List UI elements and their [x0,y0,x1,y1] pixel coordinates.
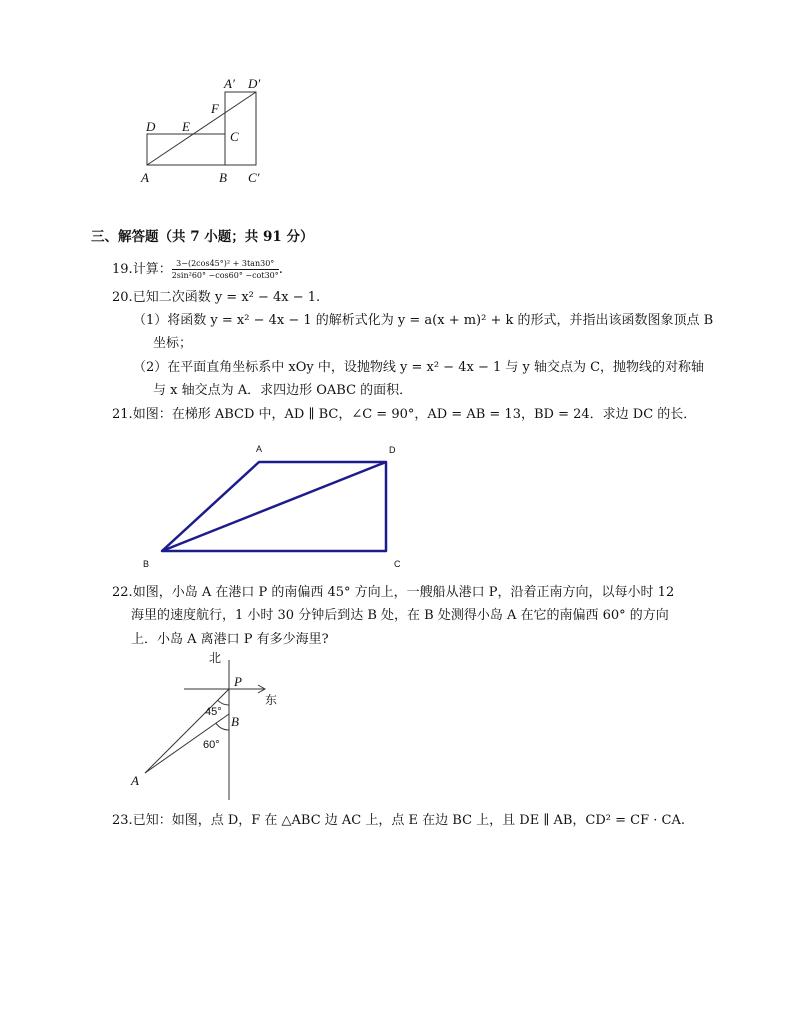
figure-trapezoid [140,440,410,570]
north-label: 北 [209,651,222,665]
question-19 [112,258,283,281]
section-heading: 三、解答题（共 7 小题；共 91 分） [91,229,314,245]
angle-arc-B [216,723,229,730]
question-23 [112,811,685,831]
east-label: 东 [265,693,278,707]
q20-part2-line1: （2）在平面直角坐标系中 xOy 中，设抛物线 y = x² − 4x − 1 与 y 轴交点为 C，抛物线的对称轴 [133,360,705,375]
line-PA [145,689,229,773]
label-A: A [141,170,149,185]
figure-navigation [130,650,290,810]
trap-label-B: B [143,559,150,569]
q22-line1: 如图，小岛 A 在港口 P 的南偏西 45° 方向上，一艘船从港口 P，沿着正南方向，以每小时 12 [132,585,675,600]
nav-label-B: B [231,714,239,729]
trap-label-D: D [389,445,396,455]
q19-numerator: 3−(2cos45°)² + 3tan30° [172,258,279,270]
q20-stem [112,288,320,308]
q19-number: 19. [112,262,133,277]
question-22-line1 [112,583,674,603]
diagonal-bd [162,462,386,551]
question-22-line3: 上．小岛 A 离港口 P 有多少海里? [131,632,329,647]
label-Dprime: D′ [248,76,261,91]
label-B: B [219,170,227,185]
q22-number: 22. [112,585,133,600]
diagonal-line [147,92,256,165]
trap-label-C: C [394,559,401,569]
angle-arc-P [218,700,229,705]
q23-number: 23. [112,813,133,828]
q19-denominator: 2sin²60° −cos60° −cot30° [171,271,279,280]
q21-text: 如图：在梯形 ABCD 中，AD ∥ BC，∠C = 90°，AD = AB = 13，BD = 24．求边 DC 的长． [132,407,697,422]
question-21 [112,405,696,425]
q20-part1-line2: 坐标； [153,336,193,351]
q19-prefix: 计算： [132,262,172,277]
q20-number: 20. [112,290,133,305]
label-E: E [182,119,190,134]
q20-stem-text: 已知二次函数 y = x² − 4x − 1. [132,290,321,305]
q20-part2-line2: 与 x 轴交点为 A．求四边形 OABC 的面积． [153,383,413,398]
label-Cprime: C′ [248,170,260,185]
q20-part1-line1: （1）将函数 y = x² − 4x − 1 的解析式化为 y = a(x + m)² + k 的形式，并指出该函数图象顶点 B [133,313,714,328]
label-F: F [211,101,219,116]
angle-60-label: 60° [203,739,220,751]
label-Aprime: A′ [224,76,235,91]
q19-fraction [172,258,279,281]
angle-45-label: 45° [205,706,222,718]
label-D: D [146,119,156,134]
nav-label-A: A [131,773,139,788]
label-C: C [230,129,239,144]
q23-text: 已知：如图，点 D，F 在 △ABC 边 AC 上，点 E 在边 BC 上，且 DE ∥ AB，CD² = CF · CA. [132,813,685,828]
trap-label-A: A [256,444,263,454]
nav-label-P: P [234,674,242,689]
q19-suffix: . [278,262,283,277]
q21-number: 21. [112,407,133,422]
question-22-line2: 海里的速度航行，1 小时 30 分钟后到达 B 处，在 B 处测得小岛 A 在它的南偏西 60° 的方向 [131,608,669,623]
